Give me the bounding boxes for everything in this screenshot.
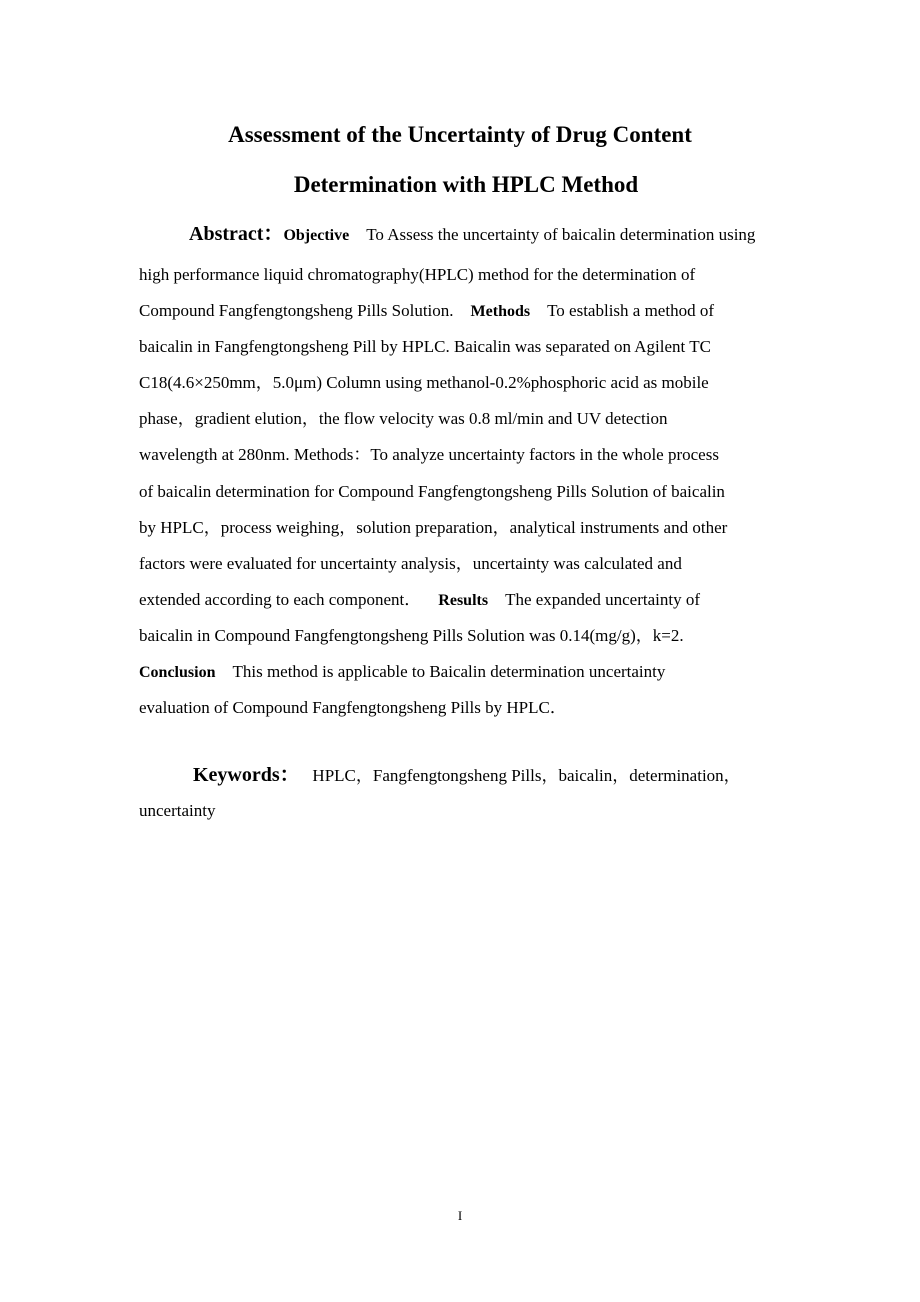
abstract-line: factors were evaluated for uncertainty analysis，uncertainty was calculated and (139, 554, 682, 573)
keywords-line (193, 764, 741, 787)
methods-text: To establish a method of (547, 301, 714, 320)
abstract-line: wavelength at 280nm. Methods：To analyze uncertainty factors in the whole process (139, 445, 719, 464)
abstract-line: phase，gradient elution，the flow velocity was 0.8 ml/min and UV detection (139, 409, 668, 428)
keywords-continuation: uncertainty (139, 801, 216, 820)
keywords-text: HPLC，Fangfengtongsheng Pills，baicalin，determination， (312, 766, 741, 785)
abstract-first-line (189, 223, 755, 247)
methods-label: Methods (470, 303, 531, 320)
title-line-1: Assessment of the Uncertainty of Drug Content (228, 122, 692, 147)
abstract-line-text: Compound Fangfengtongsheng Pills Solution. (139, 301, 454, 320)
abstract-line: of baicalin determination for Compound Fangfengtongsheng Pills Solution of baicalin (139, 482, 725, 501)
abstract-line-methods (139, 300, 714, 323)
objective-text: To Assess the uncertainty of baicalin determination using (366, 225, 756, 244)
results-text: The expanded uncertainty of (505, 590, 701, 609)
abstract-line: by HPLC，process weighing，solution preparation，analytical instruments and other (139, 518, 728, 537)
page-number: I (457, 1208, 463, 1223)
abstract-line: baicalin in Fangfengtongsheng Pill by HPLC. Baicalin was separated on Agilent TC (139, 337, 711, 356)
abstract-line: evaluation of Compound Fangfengtongsheng Pills by HPLC． (139, 698, 567, 717)
abstract-line: high performance liquid chromatography(HPLC) method for the determination of (139, 265, 696, 284)
abstract-line-results (139, 589, 700, 612)
keywords-label: Keywords： (193, 764, 300, 786)
abstract-line: C18(4.6×250mm，5.0μm) Column using methanol-0.2%phosphoric acid as mobile (139, 373, 709, 392)
abstract-line: baicalin in Compound Fangfengtongsheng Pills Solution was 0.14(mg/g)，k=2. (139, 626, 684, 645)
abstract-label: Abstract： (189, 223, 284, 245)
results-label: Results (438, 592, 489, 609)
objective-label: Objective (283, 227, 350, 244)
abstract-line-conclusion (139, 661, 665, 684)
conclusion-label: Conclusion (139, 664, 216, 681)
title-line-2: Determination with HPLC Method (293, 172, 639, 197)
abstract-line-text: extended according to each component． (139, 590, 422, 609)
conclusion-text: This method is applicable to Baicalin determination uncertainty (232, 662, 666, 681)
